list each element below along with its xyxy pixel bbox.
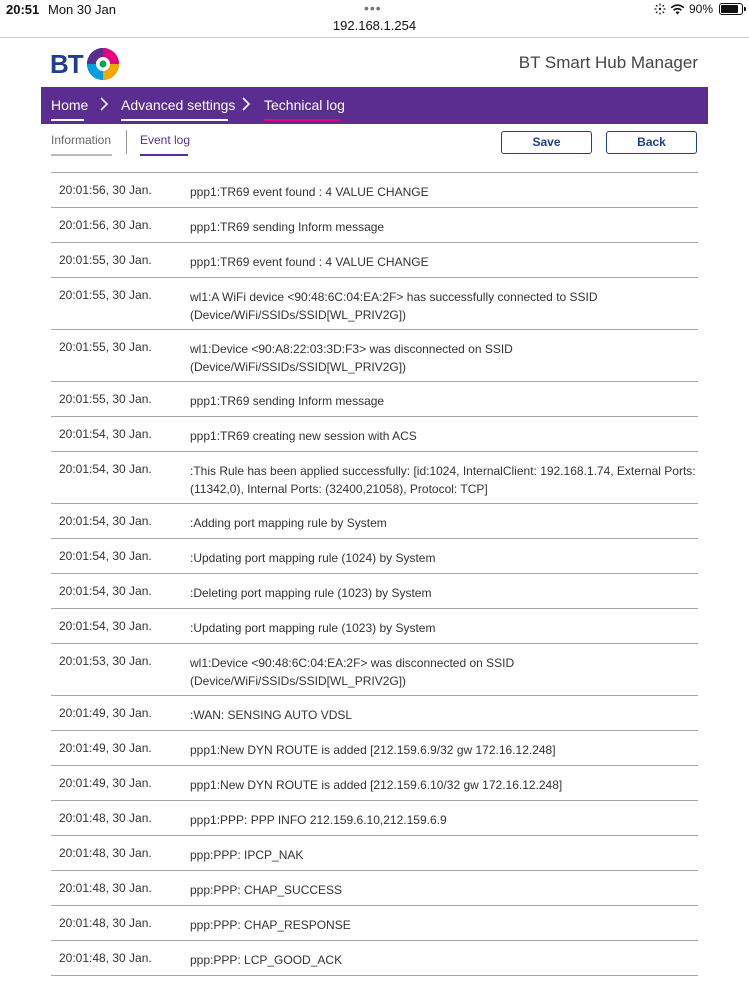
chevron-right-icon [99, 97, 109, 114]
url-display[interactable]: 192.168.1.254 [332, 18, 417, 33]
log-message: :This Rule has been applied successfully: [id:1024, InternalClient: 192.168.1.74, External Ports: (11342,0), Internal Ports: (32400,21058), Protocol: TCP] [190, 464, 696, 496]
log-message: ppp1:TR69 event found : 4 VALUE CHANGE [190, 255, 429, 269]
log-message: :Updating port mapping rule (1023) by System [190, 621, 436, 635]
log-message: wl1:A WiFi device <90:48:6C:04:EA:2F> has successfully connected to SSID (Device/WiFi/SSIDs/SSID[WL_PRIV2G]) [190, 290, 598, 322]
chevron-right-icon [241, 97, 251, 114]
table-row [51, 574, 698, 609]
log-time: 20:01:54, 30 Jan. [59, 514, 152, 528]
log-time: 20:01:56, 30 Jan. [59, 218, 152, 232]
log-message: ppp:PPP: CHAP_RESPONSE [190, 918, 351, 932]
log-time: 20:01:55, 30 Jan. [59, 288, 152, 302]
log-message: ppp:PPP: IPCP_NAK [190, 848, 304, 862]
table-row [51, 696, 698, 731]
table-row [51, 330, 698, 382]
log-time: 20:01:48, 30 Jan. [59, 916, 152, 930]
log-message: ppp1:TR69 sending Inform message [190, 394, 385, 408]
log-time: 20:01:49, 30 Jan. [59, 706, 152, 720]
table-row [51, 382, 698, 417]
log-message: ppp1:New DYN ROUTE is added [212.159.6.9/32 gw 172.16.12.248] [190, 743, 556, 757]
log-message: :Adding port mapping rule by System [190, 516, 387, 530]
tab-event-log[interactable]: Event log [140, 133, 191, 147]
breadcrumb-technical-log[interactable]: Technical log [264, 97, 345, 113]
breadcrumb [41, 87, 708, 124]
table-row [51, 243, 698, 278]
wifi-icon [670, 4, 685, 15]
breadcrumb-active-underline [264, 119, 340, 121]
breadcrumb-advanced-settings[interactable]: Advanced settings [121, 97, 236, 113]
table-row [51, 941, 698, 976]
battery-icon [719, 3, 743, 15]
log-message: ppp1:New DYN ROUTE is added [212.159.6.10/32 gw 172.16.12.248] [190, 778, 563, 792]
status-indicators [654, 2, 743, 16]
log-time: 20:01:48, 30 Jan. [59, 811, 152, 825]
table-row [51, 417, 698, 452]
table-row [51, 452, 698, 504]
table-row [51, 278, 698, 330]
table-row [51, 836, 698, 871]
tab-information-underline [51, 154, 112, 156]
more-dots-icon[interactable]: ••• [364, 0, 382, 16]
log-time: 20:01:54, 30 Jan. [59, 549, 152, 563]
log-message: ppp1:PPP: PPP INFO 212.159.6.10,212.159.6.9 [190, 813, 447, 827]
table-row [51, 731, 698, 766]
battery-percent: 90% [688, 2, 713, 16]
status-date: Mon 30 Jan [48, 2, 116, 17]
table-row [51, 539, 698, 574]
log-time: 20:01:56, 30 Jan. [59, 183, 152, 197]
table-row [51, 172, 698, 208]
log-time: 20:01:53, 30 Jan. [59, 654, 152, 668]
log-message: :WAN: SENSING AUTO VDSL [190, 708, 353, 722]
log-time: 20:01:48, 30 Jan. [59, 846, 152, 860]
table-row [51, 801, 698, 836]
log-message: ppp:PPP: LCP_GOOD_ACK [190, 953, 343, 967]
breadcrumb-home[interactable]: Home [51, 97, 89, 113]
log-time: 20:01:54, 30 Jan. [59, 427, 152, 441]
event-log-table [51, 172, 698, 976]
log-message: ppp1:TR69 creating new session with ACS [190, 429, 417, 443]
log-time: 20:01:54, 30 Jan. [59, 462, 152, 476]
table-row [51, 208, 698, 243]
logo-text: BT [50, 48, 83, 79]
log-message: wl1:Device <90:A8:22:03:3D:F3> was disconnected on SSID (Device/WiFi/SSIDs/SSID[WL_PRIV2G]) [190, 342, 513, 374]
log-message: ppp1:TR69 sending Inform message [190, 220, 385, 234]
table-row [51, 644, 698, 696]
bt-logo [50, 44, 121, 84]
log-message: ppp1:TR69 event found : 4 VALUE CHANGE [190, 185, 429, 199]
bt-globe-icon [85, 46, 121, 82]
log-message: ppp:PPP: CHAP_SUCCESS [190, 883, 343, 897]
status-time: 20:51 [6, 2, 40, 17]
tab-separator [126, 130, 127, 154]
table-row [51, 766, 698, 801]
log-time: 20:01:48, 30 Jan. [59, 951, 152, 965]
tab-bar [41, 124, 708, 170]
top-divider [0, 37, 749, 38]
tab-information[interactable]: Information [51, 133, 112, 147]
log-time: 20:01:55, 30 Jan. [59, 392, 152, 406]
page-title: BT Smart Hub Manager [518, 53, 698, 72]
table-row [51, 906, 698, 941]
log-time: 20:01:54, 30 Jan. [59, 619, 152, 633]
log-message: :Updating port mapping rule (1024) by System [190, 551, 436, 565]
table-row [51, 504, 698, 539]
status-bar [0, 0, 749, 38]
log-message: :Deleting port mapping rule (1023) by System [190, 586, 432, 600]
save-button[interactable]: Save [501, 131, 592, 154]
log-time: 20:01:49, 30 Jan. [59, 776, 152, 790]
tab-event-log-underline [140, 154, 188, 156]
rotation-lock-icon [654, 3, 666, 15]
log-message: wl1:Device <90:48:6C:04:EA:2F> was disconnected on SSID (Device/WiFi/SSIDs/SSID[WL_PRIV2G]) [190, 656, 515, 688]
breadcrumb-home-underline [51, 119, 84, 121]
log-time: 20:01:55, 30 Jan. [59, 340, 152, 354]
back-button[interactable]: Back [606, 131, 697, 154]
table-row [51, 871, 698, 906]
log-time: 20:01:55, 30 Jan. [59, 253, 152, 267]
table-row [51, 609, 698, 644]
log-time: 20:01:49, 30 Jan. [59, 741, 152, 755]
log-time: 20:01:54, 30 Jan. [59, 584, 152, 598]
log-time: 20:01:48, 30 Jan. [59, 881, 152, 895]
breadcrumb-advanced-underline [121, 119, 228, 121]
